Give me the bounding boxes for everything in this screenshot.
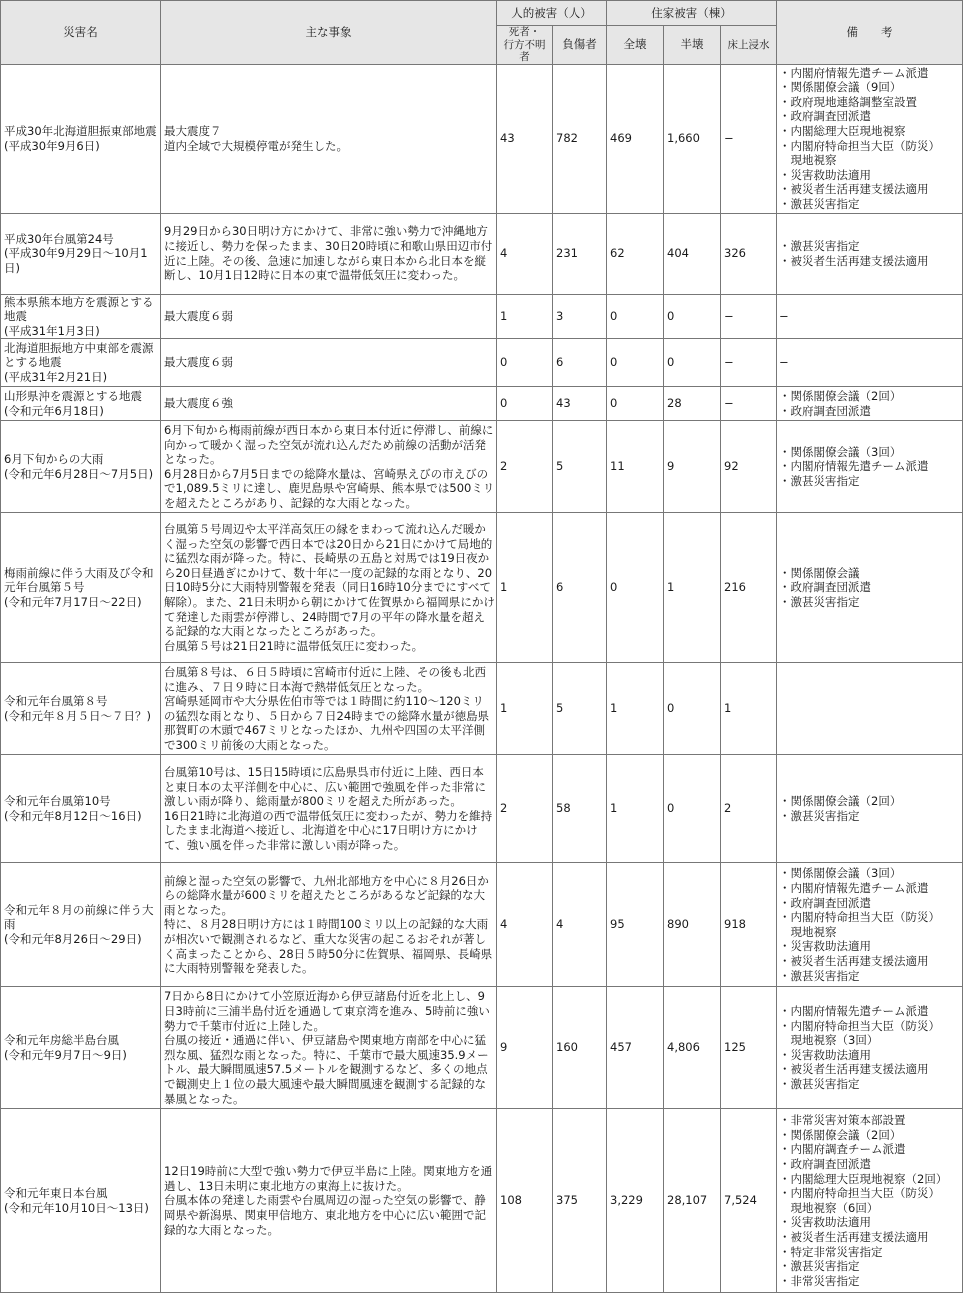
table-row: [1, 339, 963, 387]
remark-item: ・ 激甚災害指定: [779, 197, 960, 212]
remark-item: ・ 政府調査団派遣: [779, 896, 960, 911]
dead-missing-count: 1: [497, 513, 553, 663]
remark-item: ・ 災害救助法適用: [779, 1048, 960, 1063]
remark-item: ・ 災害救助法適用: [779, 939, 960, 954]
flooded-count: −: [721, 64, 777, 213]
table-row: [1, 513, 963, 663]
remarks-cell: [777, 663, 963, 755]
remark-item: ・ 関係閣僚会議（2回）: [779, 389, 960, 404]
injured-count: 4: [553, 863, 607, 987]
flooded-count: −: [721, 294, 777, 339]
table-row: [1, 755, 963, 863]
table-row: [1, 663, 963, 755]
disaster-name: 平成30年北海道胆振東部地震 (平成30年9月6日): [1, 64, 161, 213]
remark-item: ・ 内閣総理大臣現地視察: [779, 124, 960, 139]
event-description: 台風第10号は、15日15時頃に広島県呉市付近に上陸、西日本と東日本の太平洋側を中心に、広い範囲で強風を伴った非常に激しい雨が降り、総雨量が800ミリを超えた所があった。 16日21時に北海道の西で温帯低気圧に変わったが、勢力を維持したまま北海道へ接近し、北海道を中心に17日明け方にかけて、強い風を伴った非常に激しい雨が降った。: [161, 755, 497, 863]
injured-count: 3: [553, 294, 607, 339]
disaster-name: 山形県沖を震源とする地震 (令和元年6月18日): [1, 387, 161, 421]
remark-item: ・ 政府調査団派遣: [779, 1157, 960, 1172]
remark-item: ・ 激甚災害指定: [779, 474, 960, 489]
fully-destroyed-count: 0: [607, 339, 664, 387]
half-destroyed-count: 1,660: [664, 64, 721, 213]
remark-item: ・ 被災者生活再建支援法適用: [779, 954, 960, 969]
disaster-name: 令和元年東日本台風 (令和元年10月10日～13日): [1, 1109, 161, 1293]
remark-item: ・ 災害救助法適用: [779, 168, 960, 183]
remark-item: ・ 内閣府特命担当大臣（防災） 現地視察（3回）: [779, 1019, 960, 1048]
dead-missing-count: 43: [497, 64, 553, 213]
injured-count: 160: [553, 987, 607, 1109]
event-description: 最大震度７ 道内全域で大規模停電が発生した。: [161, 64, 497, 213]
remark-item: ・ 激甚災害指定: [779, 595, 960, 610]
remarks-cell: [777, 863, 963, 987]
event-description: 12日19時前に大型で強い勢力で伊豆半島に上陸。関東地方を通過し、13日未明に東北地方の東海上に抜けた。 台風本体の発達した雨雲や台風周辺の湿った空気の影響で、静岡県や新潟県、関東甲信地方、東北地方を中心に広い範囲で記録的な大雨となった。: [161, 1109, 497, 1293]
remarks-cell: −: [777, 294, 963, 339]
event-description: 7日から8日にかけて小笠原近海から伊豆諸島付近を北上し、9日3時前に三浦半島付近を通過して東京湾を進み、5時前に強い勢力で千葉市付近に上陸した。 台風の接近・通過に伴い、伊豆諸島や関東地方南部を中心に猛烈な風、猛烈な雨となった。特に、千葉市で最大風速35.9メートル、最大瞬間風速57.5メートルを観測するなど、多くの地点で観測史上１位の最大風速や最大瞬間風速を観測する記録的な暴風となった。: [161, 987, 497, 1109]
remark-item: ・ 政府調査団派遣: [779, 109, 960, 124]
flooded-count: 2: [721, 755, 777, 863]
disaster-name: 平成30年台風第24号 (平成30年9月29日～10月1日): [1, 213, 161, 294]
fully-destroyed-count: 0: [607, 513, 664, 663]
flooded-count: 216: [721, 513, 777, 663]
table-row: [1, 987, 963, 1109]
disaster-name: 梅雨前線に伴う大雨及び令和元年台風第５号 (令和元年7月17日～22日): [1, 513, 161, 663]
flooded-count: 125: [721, 987, 777, 1109]
disaster-name: 6月下旬からの大雨 (令和元年6月28日～7月5日): [1, 421, 161, 513]
table-row: [1, 1109, 963, 1293]
remark-item: ・ 内閣府情報先遣チーム派遣: [779, 66, 960, 81]
half-destroyed-count: 0: [664, 755, 721, 863]
table-row: [1, 863, 963, 987]
remarks-cell: [777, 421, 963, 513]
remark-item: ・ 関係閣僚会議（9回）: [779, 80, 960, 95]
remark-item: ・ 非常災害指定: [779, 1274, 960, 1289]
half-destroyed-count: 9: [664, 421, 721, 513]
table-row: [1, 64, 963, 213]
fully-destroyed-count: 0: [607, 387, 664, 421]
injured-count: 6: [553, 339, 607, 387]
flooded-count: −: [721, 339, 777, 387]
table-row: [1, 213, 963, 294]
half-destroyed-count: 890: [664, 863, 721, 987]
injured-count: 6: [553, 513, 607, 663]
remark-item: ・ 内閣府調査チーム派遣: [779, 1142, 960, 1157]
remarks-cell: [777, 755, 963, 863]
event-description: 台風第５号周辺や太平洋高気圧の縁をまわって流れ込んだ暖かく湿った空気の影響で西日本では20日から21日にかけて局地的に猛烈な雨が降った。特に、長崎県の五島と対馬では19日夜から20日昼過ぎにかけて、数十年に一度の記録的な雨となり、20日10時5分に大雨特別警報を発表（同日16時10分までにすべて解除）。また、21日未明から朝にかけて佐賀県から福岡県にかけて発達した雨雲が停滞し、24時間で7月の平年の降水量を超える記録的な大雨となったところがあった。 台風第５号は21日21時に温帯低気圧に変わった。: [161, 513, 497, 663]
disaster-name: 令和元年８月の前線に伴う大雨 (令和元年8月26日～29日): [1, 863, 161, 987]
remark-item: ・ 激甚災害指定: [779, 969, 960, 984]
event-description: 前線と湿った空気の影響で、九州北部地方を中心に８月26日からの総降水量が600ミリを超えたところがあるなど記録的な大雨となった。 特に、８月28日明け方には１時間100ミリ以上の記録的な大雨が相次いで観測されるなど、重大な災害の起こるおそれが著しく高まったことから、28日５時50分に佐賀県、福岡県、長崎県に大雨特別警報を発表した。: [161, 863, 497, 987]
disaster-name: 北海道胆振地方中東部を震源とする地震 (平成31年2月21日): [1, 339, 161, 387]
remarks-cell: [777, 987, 963, 1109]
dead-missing-count: 4: [497, 213, 553, 294]
remark-item: ・ 激甚災害指定: [779, 1077, 960, 1092]
remark-item: ・ 被災者生活再建支援法適用: [779, 254, 960, 269]
disaster-name: 熊本県熊本地方を震源とする地震 (平成31年1月3日): [1, 294, 161, 339]
fully-destroyed-count: 11: [607, 421, 664, 513]
half-destroyed-count: 28: [664, 387, 721, 421]
fully-destroyed-count: 469: [607, 64, 664, 213]
remark-item: ・ 非常災害対策本部設置: [779, 1113, 960, 1128]
half-destroyed-count: 0: [664, 339, 721, 387]
remarks-cell: [777, 1109, 963, 1293]
fully-destroyed-count: 0: [607, 294, 664, 339]
dead-missing-count: 9: [497, 987, 553, 1109]
flooded-count: 326: [721, 213, 777, 294]
header-dead: 死者・ 行方不明者: [497, 26, 553, 65]
dead-missing-count: 4: [497, 863, 553, 987]
half-destroyed-count: 404: [664, 213, 721, 294]
header-housing: 住家被害（棟）: [607, 1, 777, 26]
remark-item: ・ 内閣府情報先遣チーム派遣: [779, 1004, 960, 1019]
half-destroyed-count: 0: [664, 294, 721, 339]
flooded-count: 918: [721, 863, 777, 987]
remarks-cell: [777, 513, 963, 663]
remark-item: ・ 内閣府情報先遣チーム派遣: [779, 881, 960, 896]
remark-item: ・ 内閣府特命担当大臣（防災） 現地視察（6回）: [779, 1186, 960, 1215]
injured-count: 5: [553, 663, 607, 755]
header-events: 主な事象: [161, 1, 497, 65]
disaster-name: 令和元年台風第８号 (令和元年８月５日～７日？): [1, 663, 161, 755]
remark-item: ・ 災害救助法適用: [779, 1215, 960, 1230]
dead-missing-count: 2: [497, 755, 553, 863]
injured-count: 375: [553, 1109, 607, 1293]
fully-destroyed-count: 1: [607, 755, 664, 863]
remark-item: ・ 政府現地連絡調整室設置: [779, 95, 960, 110]
header-flood: 床上浸水: [721, 26, 777, 65]
dead-missing-count: 0: [497, 387, 553, 421]
remark-item: ・ 特定非常災害指定: [779, 1245, 960, 1260]
injured-count: 231: [553, 213, 607, 294]
fully-destroyed-count: 457: [607, 987, 664, 1109]
dead-missing-count: 1: [497, 663, 553, 755]
remark-item: ・ 内閣府特命担当大臣（防災） 現地視察: [779, 910, 960, 939]
remark-item: ・ 関係閣僚会議（3回）: [779, 445, 960, 460]
header-total: 全壊: [607, 26, 664, 65]
fully-destroyed-count: 62: [607, 213, 664, 294]
remark-item: ・ 関係閣僚会議（2回）: [779, 1128, 960, 1143]
remark-item: ・ 内閣府特命担当大臣（防災） 現地視察: [779, 139, 960, 168]
fully-destroyed-count: 1: [607, 663, 664, 755]
half-destroyed-count: 28,107: [664, 1109, 721, 1293]
event-description: 9月29日から30日明け方にかけて、非常に強い勢力で沖縄地方に接近し、勢力を保ったまま、30日20時頃に和歌山県田辺市付近に上陸。その後、急速に加速しながら東日本から北日本を縦断し、10月1日12時に日本の東で温帯低気圧に変わった。: [161, 213, 497, 294]
remark-item: ・ 被災者生活再建支援法適用: [779, 1230, 960, 1245]
remark-item: ・ 関係閣僚会議: [779, 566, 960, 581]
flooded-count: −: [721, 387, 777, 421]
remark-item: ・ 内閣府情報先遣チーム派遣: [779, 459, 960, 474]
event-description: 最大震度６弱: [161, 339, 497, 387]
fully-destroyed-count: 3,229: [607, 1109, 664, 1293]
half-destroyed-count: 1: [664, 513, 721, 663]
flooded-count: 1: [721, 663, 777, 755]
event-description: 6月下旬から梅雨前線が西日本から東日本付近に停滞し、前線に向かって暖かく湿った空気が流れ込んだため前線の活動が活発となった。 6月28日から7月5日までの総降水量は、宮崎県えびの市えびので1,089.5ミリに達し、鹿児島県や宮崎県、熊本県では500ミリを超えたところがあり、記録的な大雨となった。: [161, 421, 497, 513]
header-half: 半壊: [664, 26, 721, 65]
flooded-count: 92: [721, 421, 777, 513]
fully-destroyed-count: 95: [607, 863, 664, 987]
remark-item: ・ 政府調査団派遣: [779, 404, 960, 419]
table-row: [1, 421, 963, 513]
table-row: [1, 387, 963, 421]
dead-missing-count: 1: [497, 294, 553, 339]
remark-item: ・ 内閣総理大臣現地視察（2回）: [779, 1172, 960, 1187]
remark-item: ・ 激甚災害指定: [779, 1259, 960, 1274]
dead-missing-count: 2: [497, 421, 553, 513]
flooded-count: 7,524: [721, 1109, 777, 1293]
dead-missing-count: 108: [497, 1109, 553, 1293]
half-destroyed-count: 0: [664, 663, 721, 755]
table-row: [1, 294, 963, 339]
header-disaster: 災害名: [1, 1, 161, 65]
event-description: 台風第８号は、６日５時頃に宮崎市付近に上陸、その後も北西に進み、７日９時に日本海で熱帯低気圧となった。 宮崎県延岡市や大分県佐伯市等では１時間に約110～120ミリの猛烈な雨となり、５日から７日24時までの総降水量が徳島県那賀町の木頭で467ミリとなったほか、九州や四国の太平洋側で300ミリ前後の大雨となった。: [161, 663, 497, 755]
event-description: 最大震度６強: [161, 387, 497, 421]
table-body: [1, 64, 963, 1293]
remark-item: ・ 被災者生活再建支援法適用: [779, 182, 960, 197]
header-injured: 負傷者: [553, 26, 607, 65]
remarks-cell: [777, 64, 963, 213]
injured-count: 5: [553, 421, 607, 513]
remark-item: ・ 関係閣僚会議（2回）: [779, 794, 960, 809]
injured-count: 782: [553, 64, 607, 213]
header-remarks: 備 考: [777, 1, 963, 65]
remark-item: ・ 被災者生活再建支援法適用: [779, 1062, 960, 1077]
remark-item: ・ 激甚災害指定: [779, 239, 960, 254]
remarks-cell: [777, 213, 963, 294]
remarks-cell: −: [777, 339, 963, 387]
disaster-name: 令和元年台風第10号 (令和元年8月12日～16日): [1, 755, 161, 863]
half-destroyed-count: 4,806: [664, 987, 721, 1109]
remark-item: ・ 激甚災害指定: [779, 809, 960, 824]
remark-item: ・ 関係閣僚会議（3回）: [779, 866, 960, 881]
dead-missing-count: 0: [497, 339, 553, 387]
injured-count: 43: [553, 387, 607, 421]
event-description: 最大震度６弱: [161, 294, 497, 339]
remarks-cell: [777, 387, 963, 421]
header-human: 人的被害（人）: [497, 1, 607, 26]
remark-item: ・ 政府調査団派遣: [779, 580, 960, 595]
disaster-name: 令和元年房総半島台風 (令和元年9月7日～9日): [1, 987, 161, 1109]
injured-count: 58: [553, 755, 607, 863]
